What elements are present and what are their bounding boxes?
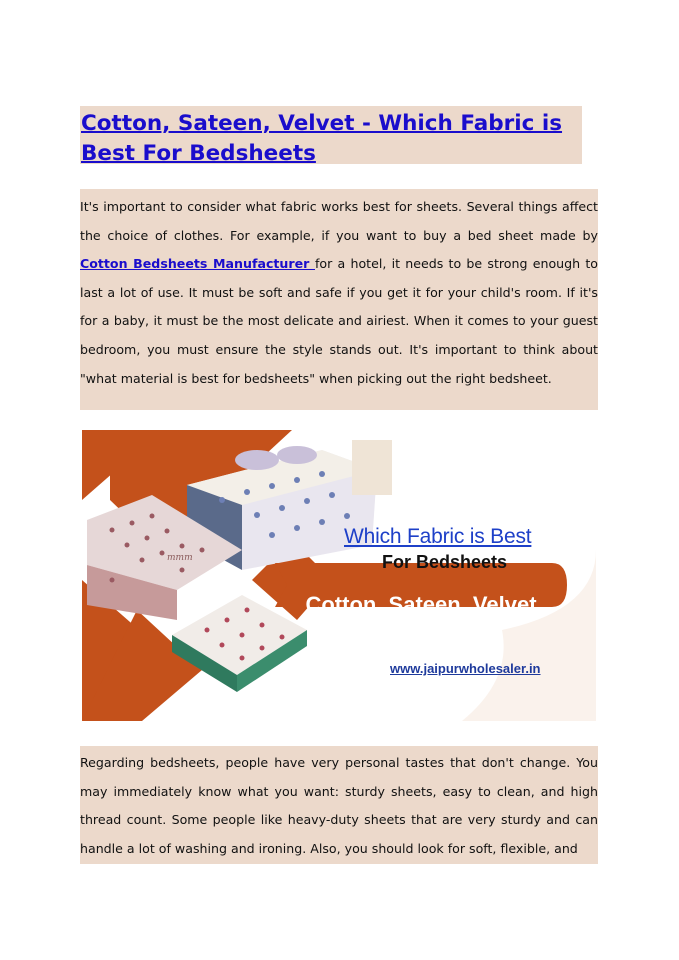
banner-heading: Which Fabric is Best	[344, 525, 532, 548]
banner-url[interactable]: www.jaipurwholesaler.in	[390, 661, 541, 676]
cotton-bedsheets-manufacturer-link[interactable]: Cotton Bedsheets Manufacturer	[80, 256, 315, 272]
paragraph-1-text-a: It's important to consider what fabric works best for sheets. Several things affect the choice of clothes. For example, if you want to buy a bed sheet made by	[80, 199, 598, 243]
bedsheet-watermark-glyphs: mmm	[167, 553, 193, 563]
title-highlight	[80, 106, 582, 164]
page-title[interactable]	[80, 106, 582, 169]
banner-graphic	[82, 430, 596, 721]
paragraph-2: Regarding bedsheets, people have very personal tastes that don't change. You may immediately know what you want: sturdy sheets, easy to clean, and high thread count. Some people like heavy-duty sheets that are very sturdy and can handle a lot of washing and ironing. Also, you should look for soft, flexible, and	[80, 755, 598, 856]
paragraph-1-text-b: for a hotel, it needs to be strong enough to last a lot of use. It must be soft and safe if you get it for your child's room. If it's for a baby, it must be the most delicate and airiest. When it comes to your guest bedroom, you must ensure the style stands out. It's important to think about "what material is best for bedsheets" when picking out the right bedsheet.	[80, 256, 598, 386]
banner-image	[82, 430, 596, 721]
banner-subheading: For Bedsheets	[382, 552, 508, 572]
page-title-link[interactable]: Cotton, Sateen, Velvet - Which Fabric is Best For Bedsheets	[81, 111, 563, 166]
banner-pill-text: Cotton, Sateen, Velvet	[305, 592, 537, 617]
paragraph-1	[80, 193, 598, 393]
